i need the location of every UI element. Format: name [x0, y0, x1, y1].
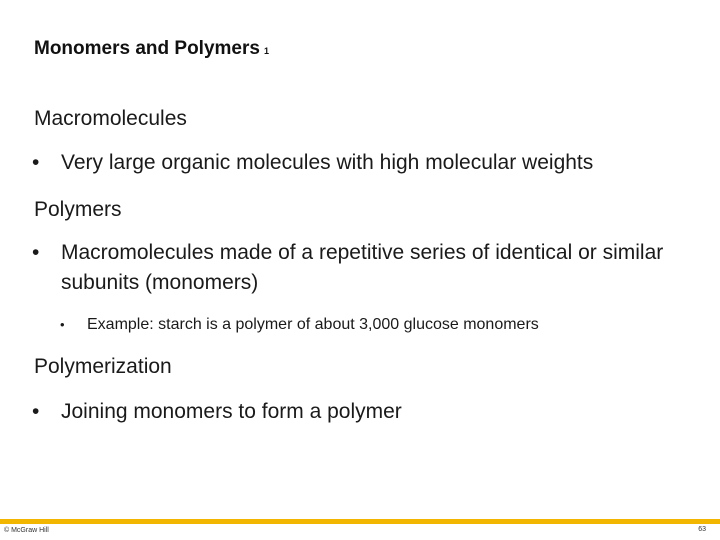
- slide-title: [34, 38, 269, 60]
- bullet-polymers: [32, 238, 692, 298]
- sub-bullet-example: [60, 315, 700, 335]
- bullet-icon: •: [32, 400, 40, 423]
- slide-title-suffix: 1: [263, 46, 269, 56]
- footer-accent-bar: [0, 519, 720, 524]
- slide-title-text: Monomers and Polymers: [34, 38, 260, 59]
- bullet-polymerization: [32, 397, 692, 427]
- heading-polymers: Polymers: [34, 198, 122, 221]
- bullet-icon: •: [32, 241, 40, 264]
- bullet-icon: •: [32, 151, 40, 174]
- bullet-macromolecules: [32, 148, 692, 178]
- heading-macromolecules: Macromolecules: [34, 107, 187, 130]
- bullet-text: Joining monomers to form a polymer: [61, 400, 402, 423]
- footer-page-number: 63: [698, 526, 706, 533]
- bullet-text: Macromolecules made of a repetitive series of identical or similar subunits (monomers): [61, 241, 664, 294]
- footer-copyright: © McGraw Hill: [4, 527, 49, 534]
- heading-polymerization: Polymerization: [34, 355, 172, 378]
- sub-bullet-icon: •: [60, 317, 65, 332]
- bullet-text: Very large organic molecules with high molecular weights: [61, 151, 594, 174]
- sub-bullet-text: Example: starch is a polymer of about 3,000 glucose monomers: [87, 316, 539, 333]
